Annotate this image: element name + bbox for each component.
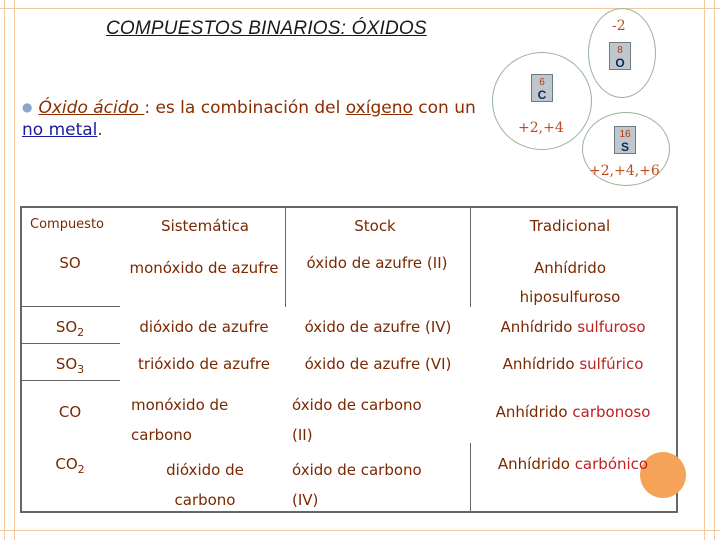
row2-sistematica: dióxido de azufre <box>139 318 269 336</box>
row5-stock: óxido de carbono (IV) <box>292 461 422 509</box>
row4-sistematica: monóxido de carbono <box>131 396 229 444</box>
sulfur-oxidation: +2,+4,+6 <box>589 163 660 179</box>
col-divider <box>285 207 286 307</box>
carbon-oxidation: +2,+4 <box>518 120 564 136</box>
definition-nonmetal: no metal <box>22 120 98 140</box>
definition-text <box>22 96 492 141</box>
frame-line-right-inner <box>704 0 705 540</box>
row-divider <box>20 380 120 381</box>
table-border-top <box>20 206 678 208</box>
col-divider <box>470 207 471 307</box>
sulfur-number: 16 <box>619 129 631 140</box>
row4-tradicional: Anhídrido carbonoso <box>495 403 651 421</box>
bullet-icon: ● <box>22 100 33 114</box>
oxygen-symbol: O <box>615 56 625 70</box>
row3-formula: $SO_3$ <box>55 355 85 376</box>
header-tradicional: Tradicional <box>529 217 611 235</box>
definition-colon: : <box>144 98 151 118</box>
header-sistematica: Sistemática <box>161 217 249 235</box>
definition-oxygen: oxígeno <box>345 98 413 118</box>
frame-line-right <box>714 0 715 540</box>
row3-stock: óxido de azufre (VI) <box>304 355 452 373</box>
row-divider <box>20 306 120 307</box>
frame-line-bottom <box>0 530 720 531</box>
definition-text-part2: con un <box>412 98 476 118</box>
row2-formula: $SO_2$ <box>55 318 85 339</box>
row5-tradicional: Anhídrido carbónico <box>497 455 649 473</box>
row4-stock: óxido de carbono (II) <box>292 396 422 444</box>
header-compuesto: Compuesto <box>30 217 105 232</box>
row5-formula: $CO_2$ <box>55 455 85 476</box>
row1-sistematica: monóxido de azufre <box>129 259 279 277</box>
carbon-symbol: C <box>537 88 547 102</box>
row2-tradicional: Anhídrido sulfuroso <box>500 318 646 336</box>
row3-sistematica: trióxido de azufre <box>138 355 270 373</box>
oxygen-oxidation: -2 <box>612 18 626 34</box>
row3-tradicional: Anhídrido sulfúrico <box>502 355 644 373</box>
table-border-left <box>20 206 22 513</box>
row4-formula: CO <box>58 403 82 421</box>
col-divider <box>470 443 471 512</box>
oxygen-number: 8 <box>617 45 623 56</box>
frame-line-left <box>4 0 5 540</box>
row1-formula: SO <box>59 254 81 272</box>
definition-text-part1: es la combinación del <box>150 98 346 118</box>
row1-tradicional: Anhídrido hiposulfuroso <box>519 259 621 306</box>
carbon-number: 6 <box>539 77 545 88</box>
page-title: COMPUESTOS BINARIOS: ÓXIDOS <box>106 18 427 39</box>
carbon-tile <box>531 74 553 102</box>
sulfur-tile <box>614 126 636 154</box>
header-stock: Stock <box>354 217 396 235</box>
sulfur-symbol: S <box>620 140 629 154</box>
row2-stock: óxido de azufre (IV) <box>304 318 452 336</box>
oxygen-tile <box>609 42 631 70</box>
definition-period: . <box>97 120 103 140</box>
row-divider <box>20 343 120 344</box>
row1-stock: óxido de azufre (II) <box>306 254 448 272</box>
row5-sistematica: dióxido de carbono <box>166 461 244 509</box>
frame-line-left-inner <box>14 0 15 540</box>
definition-term: Óxido ácido <box>38 98 145 118</box>
